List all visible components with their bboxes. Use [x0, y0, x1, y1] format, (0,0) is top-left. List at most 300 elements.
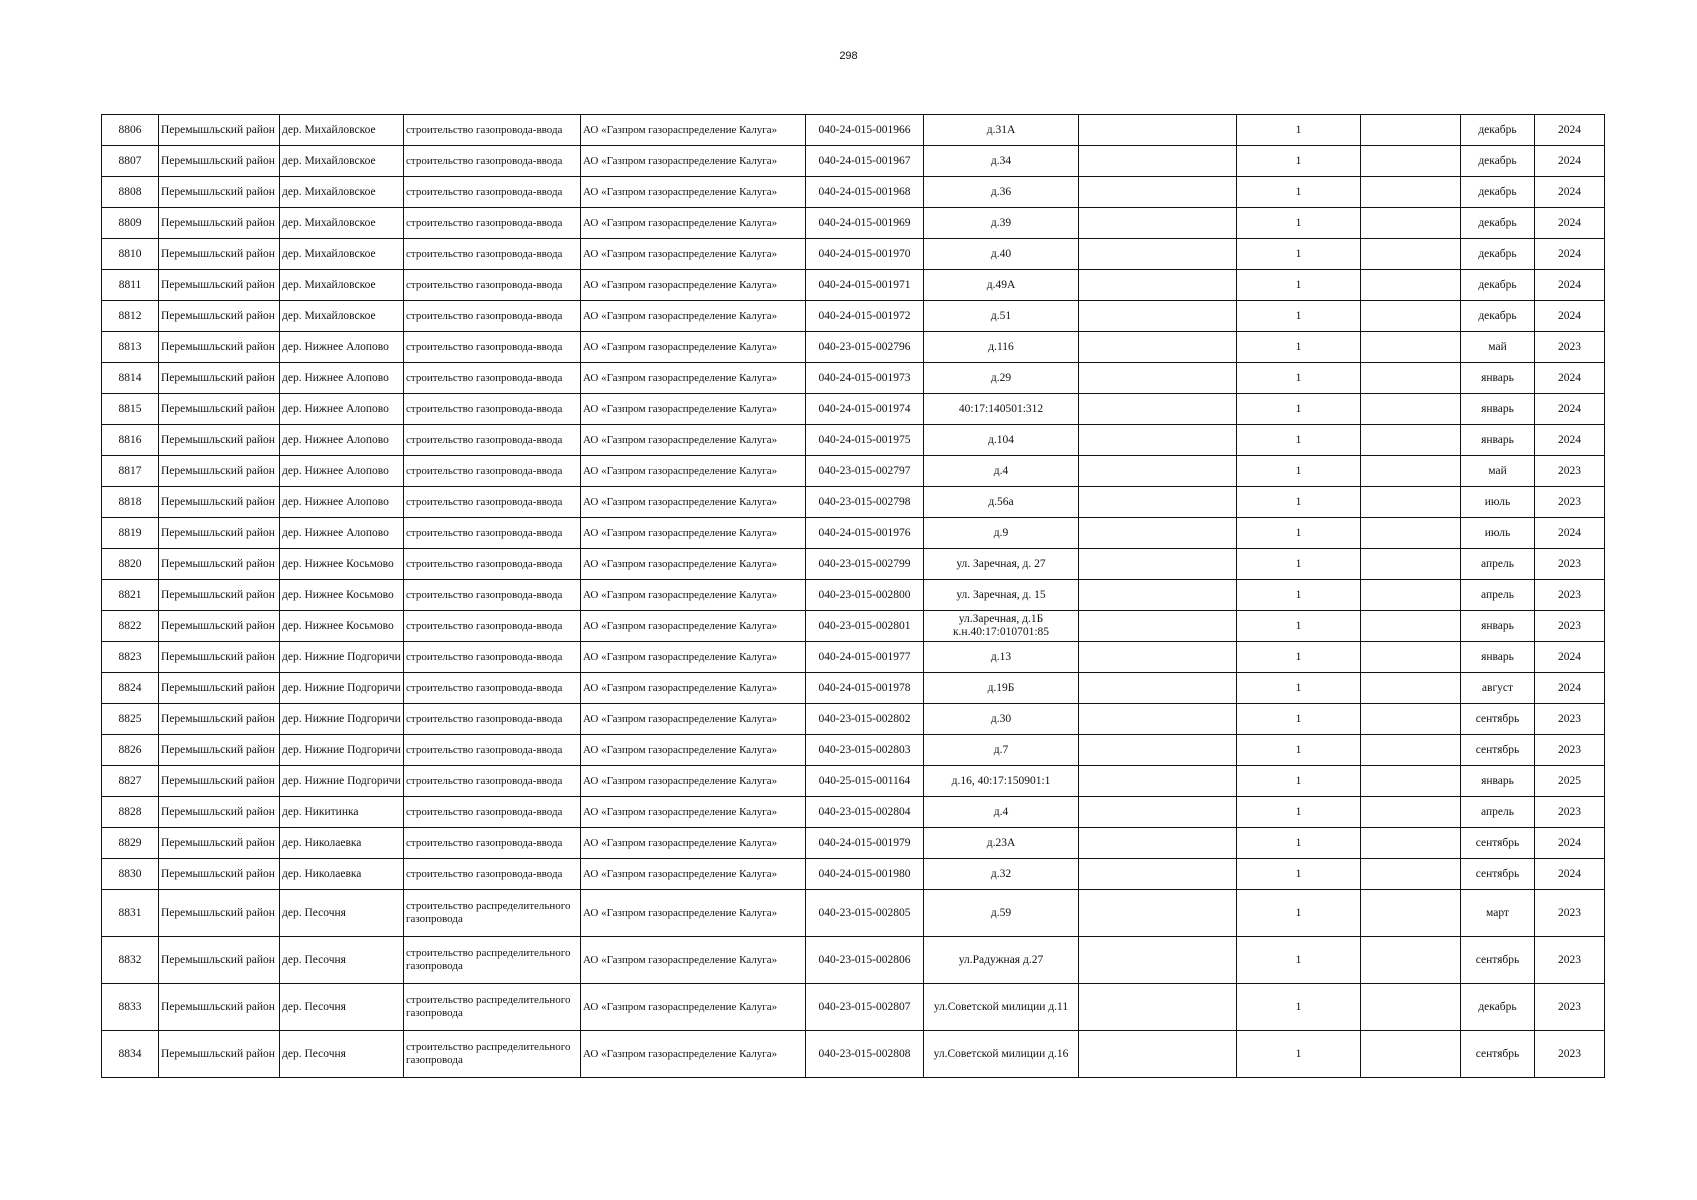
address-cell: д.23А: [924, 828, 1079, 859]
empty-cell: [1361, 146, 1461, 177]
row-number: 8816: [102, 425, 159, 456]
month-cell: сентябрь: [1461, 937, 1535, 984]
empty-cell: [1079, 580, 1237, 611]
address-cell: д.49А: [924, 270, 1079, 301]
village-cell: дер. Песочня: [280, 984, 404, 1031]
organization-cell: АО «Газпром газораспределение Калуга»: [581, 673, 806, 704]
district-cell: Перемышльский район: [159, 704, 280, 735]
work-type-cell: строительство газопровода-ввода: [404, 425, 581, 456]
month-cell: май: [1461, 456, 1535, 487]
organization-cell: АО «Газпром газораспределение Калуга»: [581, 580, 806, 611]
village-cell: дер. Нижние Подгоричи: [280, 642, 404, 673]
village-cell: дер. Нижнее Алопово: [280, 487, 404, 518]
month-cell: сентябрь: [1461, 735, 1535, 766]
table-row: [102, 549, 1605, 580]
month-cell: апрель: [1461, 797, 1535, 828]
quantity-cell: 1: [1237, 394, 1361, 425]
address-cell: д.116: [924, 332, 1079, 363]
table-row: [102, 146, 1605, 177]
registry-code-cell: 040-23-015-002801: [806, 611, 924, 642]
row-number: 8821: [102, 580, 159, 611]
work-type-cell: строительство газопровода-ввода: [404, 704, 581, 735]
work-type-cell: строительство газопровода-ввода: [404, 611, 581, 642]
table-row: [102, 673, 1605, 704]
registry-code-cell: 040-23-015-002798: [806, 487, 924, 518]
district-cell: Перемышльский район: [159, 984, 280, 1031]
work-type-cell: строительство распределительного газопровода: [404, 937, 581, 984]
address-cell: д.51: [924, 301, 1079, 332]
table-body: [102, 115, 1605, 1078]
year-cell: 2023: [1535, 937, 1605, 984]
row-number: 8822: [102, 611, 159, 642]
work-type-cell: строительство газопровода-ввода: [404, 642, 581, 673]
empty-cell: [1079, 890, 1237, 937]
quantity-cell: 1: [1237, 425, 1361, 456]
table-row: [102, 1031, 1605, 1078]
table-row: [102, 704, 1605, 735]
empty-cell: [1361, 332, 1461, 363]
quantity-cell: 1: [1237, 487, 1361, 518]
district-cell: Перемышльский район: [159, 1031, 280, 1078]
address-cell: ул.Заречная, д.1Б к.н.40:17:010701:85: [924, 611, 1079, 642]
district-cell: Перемышльский район: [159, 549, 280, 580]
empty-cell: [1361, 239, 1461, 270]
month-cell: январь: [1461, 611, 1535, 642]
empty-cell: [1079, 797, 1237, 828]
empty-cell: [1361, 425, 1461, 456]
address-cell: ул.Советской милиции д.11: [924, 984, 1079, 1031]
address-cell: д.31А: [924, 115, 1079, 146]
year-cell: 2024: [1535, 425, 1605, 456]
district-cell: Перемышльский район: [159, 363, 280, 394]
empty-cell: [1361, 797, 1461, 828]
work-type-cell: строительство распределительного газопровода: [404, 1031, 581, 1078]
empty-cell: [1079, 518, 1237, 549]
year-cell: 2023: [1535, 580, 1605, 611]
year-cell: 2023: [1535, 797, 1605, 828]
quantity-cell: 1: [1237, 301, 1361, 332]
address-cell: ул.Советской милиции д.16: [924, 1031, 1079, 1078]
address-cell: д.34: [924, 146, 1079, 177]
quantity-cell: 1: [1237, 828, 1361, 859]
district-cell: Перемышльский район: [159, 177, 280, 208]
month-cell: июль: [1461, 518, 1535, 549]
registry-code-cell: 040-24-015-001969: [806, 208, 924, 239]
village-cell: дер. Нижнее Косьмово: [280, 611, 404, 642]
quantity-cell: 1: [1237, 549, 1361, 580]
organization-cell: АО «Газпром газораспределение Калуга»: [581, 146, 806, 177]
organization-cell: АО «Газпром газораспределение Калуга»: [581, 611, 806, 642]
village-cell: дер. Михайловское: [280, 239, 404, 270]
village-cell: дер. Нижние Подгоричи: [280, 735, 404, 766]
organization-cell: АО «Газпром газораспределение Калуга»: [581, 239, 806, 270]
table-row: [102, 115, 1605, 146]
year-cell: 2024: [1535, 115, 1605, 146]
village-cell: дер. Нижние Подгоричи: [280, 673, 404, 704]
year-cell: 2023: [1535, 487, 1605, 518]
work-type-cell: строительство газопровода-ввода: [404, 115, 581, 146]
empty-cell: [1079, 828, 1237, 859]
organization-cell: АО «Газпром газораспределение Калуга»: [581, 394, 806, 425]
empty-cell: [1079, 984, 1237, 1031]
empty-cell: [1079, 642, 1237, 673]
district-cell: Перемышльский район: [159, 239, 280, 270]
address-cell: д.16, 40:17:150901:1: [924, 766, 1079, 797]
year-cell: 2023: [1535, 549, 1605, 580]
month-cell: май: [1461, 332, 1535, 363]
village-cell: дер. Нижнее Алопово: [280, 394, 404, 425]
empty-cell: [1361, 518, 1461, 549]
empty-cell: [1361, 115, 1461, 146]
row-number: 8818: [102, 487, 159, 518]
row-number: 8807: [102, 146, 159, 177]
district-cell: Перемышльский район: [159, 580, 280, 611]
village-cell: дер. Михайловское: [280, 270, 404, 301]
organization-cell: АО «Газпром газораспределение Калуга»: [581, 363, 806, 394]
quantity-cell: 1: [1237, 704, 1361, 735]
empty-cell: [1079, 766, 1237, 797]
quantity-cell: 1: [1237, 270, 1361, 301]
empty-cell: [1079, 146, 1237, 177]
registry-code-cell: 040-25-015-001164: [806, 766, 924, 797]
empty-cell: [1079, 673, 1237, 704]
district-cell: Перемышльский район: [159, 735, 280, 766]
empty-cell: [1361, 735, 1461, 766]
registry-code-cell: 040-24-015-001979: [806, 828, 924, 859]
address-cell: д.29: [924, 363, 1079, 394]
work-type-cell: строительство газопровода-ввода: [404, 208, 581, 239]
registry-code-cell: 040-24-015-001977: [806, 642, 924, 673]
row-number: 8817: [102, 456, 159, 487]
table-row: [102, 890, 1605, 937]
empty-cell: [1361, 456, 1461, 487]
village-cell: дер. Михайловское: [280, 146, 404, 177]
district-cell: Перемышльский район: [159, 642, 280, 673]
registry-code-cell: 040-23-015-002807: [806, 984, 924, 1031]
month-cell: август: [1461, 673, 1535, 704]
table-row: [102, 518, 1605, 549]
district-cell: Перемышльский район: [159, 518, 280, 549]
month-cell: декабрь: [1461, 146, 1535, 177]
empty-cell: [1361, 487, 1461, 518]
empty-cell: [1079, 425, 1237, 456]
row-number: 8829: [102, 828, 159, 859]
table-row: [102, 611, 1605, 642]
row-number: 8806: [102, 115, 159, 146]
year-cell: 2023: [1535, 704, 1605, 735]
organization-cell: АО «Газпром газораспределение Калуга»: [581, 332, 806, 363]
empty-cell: [1079, 177, 1237, 208]
work-type-cell: строительство газопровода-ввода: [404, 673, 581, 704]
village-cell: дер. Нижнее Алопово: [280, 332, 404, 363]
empty-cell: [1361, 766, 1461, 797]
district-cell: Перемышльский район: [159, 859, 280, 890]
empty-cell: [1079, 363, 1237, 394]
empty-cell: [1361, 580, 1461, 611]
registry-code-cell: 040-23-015-002804: [806, 797, 924, 828]
organization-cell: АО «Газпром газораспределение Калуга»: [581, 425, 806, 456]
village-cell: дер. Нижние Подгоричи: [280, 704, 404, 735]
row-number: 8831: [102, 890, 159, 937]
row-number: 8833: [102, 984, 159, 1031]
empty-cell: [1079, 1031, 1237, 1078]
quantity-cell: 1: [1237, 456, 1361, 487]
registry-code-cell: 040-23-015-002802: [806, 704, 924, 735]
empty-cell: [1361, 1031, 1461, 1078]
empty-cell: [1079, 704, 1237, 735]
table-row: [102, 301, 1605, 332]
empty-cell: [1361, 208, 1461, 239]
empty-cell: [1361, 270, 1461, 301]
table-row: [102, 642, 1605, 673]
organization-cell: АО «Газпром газораспределение Калуга»: [581, 1031, 806, 1078]
table-row: [102, 332, 1605, 363]
empty-cell: [1079, 549, 1237, 580]
row-number: 8828: [102, 797, 159, 828]
year-cell: 2025: [1535, 766, 1605, 797]
quantity-cell: 1: [1237, 115, 1361, 146]
row-number: 8827: [102, 766, 159, 797]
address-cell: д.13: [924, 642, 1079, 673]
work-type-cell: строительство распределительного газопровода: [404, 984, 581, 1031]
empty-cell: [1361, 611, 1461, 642]
table-row: [102, 937, 1605, 984]
work-type-cell: строительство распределительного газопровода: [404, 890, 581, 937]
row-number: 8820: [102, 549, 159, 580]
page-number: 298: [839, 50, 858, 62]
quantity-cell: 1: [1237, 735, 1361, 766]
organization-cell: АО «Газпром газораспределение Калуга»: [581, 549, 806, 580]
organization-cell: АО «Газпром газораспределение Калуга»: [581, 208, 806, 239]
quantity-cell: 1: [1237, 890, 1361, 937]
month-cell: сентябрь: [1461, 859, 1535, 890]
work-type-cell: строительство газопровода-ввода: [404, 828, 581, 859]
year-cell: 2024: [1535, 301, 1605, 332]
table-row: [102, 580, 1605, 611]
district-cell: Перемышльский район: [159, 301, 280, 332]
organization-cell: АО «Газпром газораспределение Калуга»: [581, 766, 806, 797]
table-row: [102, 208, 1605, 239]
district-cell: Перемышльский район: [159, 115, 280, 146]
month-cell: сентябрь: [1461, 828, 1535, 859]
empty-cell: [1079, 208, 1237, 239]
table-row: [102, 487, 1605, 518]
year-cell: 2024: [1535, 828, 1605, 859]
table-row: [102, 425, 1605, 456]
table-row: [102, 456, 1605, 487]
organization-cell: АО «Газпром газораспределение Калуга»: [581, 456, 806, 487]
year-cell: 2024: [1535, 673, 1605, 704]
empty-cell: [1079, 487, 1237, 518]
organization-cell: АО «Газпром газораспределение Калуга»: [581, 487, 806, 518]
empty-cell: [1361, 642, 1461, 673]
address-cell: д.4: [924, 456, 1079, 487]
year-cell: 2023: [1535, 456, 1605, 487]
address-cell: д.9: [924, 518, 1079, 549]
village-cell: дер. Нижнее Алопово: [280, 456, 404, 487]
empty-cell: [1361, 704, 1461, 735]
village-cell: дер. Песочня: [280, 1031, 404, 1078]
village-cell: дер. Никитинка: [280, 797, 404, 828]
district-cell: Перемышльский район: [159, 425, 280, 456]
month-cell: декабрь: [1461, 239, 1535, 270]
district-cell: Перемышльский район: [159, 146, 280, 177]
work-type-cell: строительство газопровода-ввода: [404, 332, 581, 363]
quantity-cell: 1: [1237, 146, 1361, 177]
village-cell: дер. Николаевка: [280, 828, 404, 859]
empty-cell: [1079, 937, 1237, 984]
table-row: [102, 859, 1605, 890]
registry-code-cell: 040-23-015-002805: [806, 890, 924, 937]
year-cell: 2023: [1535, 611, 1605, 642]
village-cell: дер. Михайловское: [280, 177, 404, 208]
registry-code-cell: 040-24-015-001973: [806, 363, 924, 394]
village-cell: дер. Нижние Подгоричи: [280, 766, 404, 797]
work-type-cell: строительство газопровода-ввода: [404, 766, 581, 797]
empty-cell: [1079, 859, 1237, 890]
year-cell: 2023: [1535, 984, 1605, 1031]
row-number: 8810: [102, 239, 159, 270]
district-cell: Перемышльский район: [159, 208, 280, 239]
address-cell: д.56а: [924, 487, 1079, 518]
address-cell: д.39: [924, 208, 1079, 239]
work-type-cell: строительство газопровода-ввода: [404, 456, 581, 487]
village-cell: дер. Песочня: [280, 937, 404, 984]
address-cell: д.36: [924, 177, 1079, 208]
district-cell: Перемышльский район: [159, 611, 280, 642]
village-cell: дер. Михайловское: [280, 115, 404, 146]
organization-cell: АО «Газпром газораспределение Калуга»: [581, 270, 806, 301]
work-type-cell: строительство газопровода-ввода: [404, 580, 581, 611]
registry-code-cell: 040-23-015-002800: [806, 580, 924, 611]
district-cell: Перемышльский район: [159, 394, 280, 425]
work-type-cell: строительство газопровода-ввода: [404, 487, 581, 518]
district-cell: Перемышльский район: [159, 766, 280, 797]
district-cell: Перемышльский район: [159, 828, 280, 859]
year-cell: 2023: [1535, 1031, 1605, 1078]
year-cell: 2023: [1535, 332, 1605, 363]
month-cell: январь: [1461, 363, 1535, 394]
quantity-cell: 1: [1237, 1031, 1361, 1078]
quantity-cell: 1: [1237, 518, 1361, 549]
village-cell: дер. Михайловское: [280, 301, 404, 332]
district-cell: Перемышльский район: [159, 937, 280, 984]
address-cell: ул. Заречная, д. 27: [924, 549, 1079, 580]
work-type-cell: строительство газопровода-ввода: [404, 394, 581, 425]
village-cell: дер. Нижнее Алопово: [280, 425, 404, 456]
registry-code-cell: 040-24-015-001966: [806, 115, 924, 146]
organization-cell: АО «Газпром газораспределение Калуга»: [581, 301, 806, 332]
address-cell: д.4: [924, 797, 1079, 828]
quantity-cell: 1: [1237, 239, 1361, 270]
organization-cell: АО «Газпром газораспределение Калуга»: [581, 642, 806, 673]
organization-cell: АО «Газпром газораспределение Калуга»: [581, 984, 806, 1031]
village-cell: дер. Песочня: [280, 890, 404, 937]
year-cell: 2024: [1535, 642, 1605, 673]
address-cell: д.30: [924, 704, 1079, 735]
table-row: [102, 735, 1605, 766]
address-cell: 40:17:140501:312: [924, 394, 1079, 425]
quantity-cell: 1: [1237, 332, 1361, 363]
organization-cell: АО «Газпром газораспределение Калуга»: [581, 859, 806, 890]
year-cell: 2024: [1535, 177, 1605, 208]
registry-code-cell: 040-24-015-001967: [806, 146, 924, 177]
empty-cell: [1079, 735, 1237, 766]
empty-cell: [1361, 673, 1461, 704]
year-cell: 2024: [1535, 146, 1605, 177]
empty-cell: [1361, 177, 1461, 208]
district-cell: Перемышльский район: [159, 456, 280, 487]
month-cell: январь: [1461, 766, 1535, 797]
village-cell: дер. Нижнее Алопово: [280, 363, 404, 394]
registry-code-cell: 040-24-015-001975: [806, 425, 924, 456]
work-type-cell: строительство газопровода-ввода: [404, 177, 581, 208]
organization-cell: АО «Газпром газораспределение Калуга»: [581, 177, 806, 208]
quantity-cell: 1: [1237, 797, 1361, 828]
quantity-cell: 1: [1237, 580, 1361, 611]
month-cell: декабрь: [1461, 208, 1535, 239]
organization-cell: АО «Газпром газораспределение Калуга»: [581, 735, 806, 766]
month-cell: сентябрь: [1461, 1031, 1535, 1078]
work-type-cell: строительство газопровода-ввода: [404, 270, 581, 301]
empty-cell: [1361, 984, 1461, 1031]
organization-cell: АО «Газпром газораспределение Калуга»: [581, 797, 806, 828]
work-type-cell: строительство газопровода-ввода: [404, 735, 581, 766]
organization-cell: АО «Газпром газораспределение Калуга»: [581, 937, 806, 984]
empty-cell: [1361, 363, 1461, 394]
quantity-cell: 1: [1237, 611, 1361, 642]
registry-code-cell: 040-24-015-001968: [806, 177, 924, 208]
empty-cell: [1079, 115, 1237, 146]
empty-cell: [1361, 890, 1461, 937]
row-number: 8834: [102, 1031, 159, 1078]
empty-cell: [1361, 301, 1461, 332]
village-cell: дер. Нижнее Косьмово: [280, 549, 404, 580]
year-cell: 2024: [1535, 239, 1605, 270]
year-cell: 2024: [1535, 363, 1605, 394]
table-row: [102, 394, 1605, 425]
address-cell: ул. Заречная, д. 15: [924, 580, 1079, 611]
address-cell: д.104: [924, 425, 1079, 456]
empty-cell: [1079, 611, 1237, 642]
empty-cell: [1361, 549, 1461, 580]
work-type-cell: строительство газопровода-ввода: [404, 239, 581, 270]
row-number: 8811: [102, 270, 159, 301]
row-number: 8832: [102, 937, 159, 984]
empty-cell: [1361, 937, 1461, 984]
registry-code-cell: 040-24-015-001972: [806, 301, 924, 332]
village-cell: дер. Николаевка: [280, 859, 404, 890]
row-number: 8809: [102, 208, 159, 239]
registry-code-cell: 040-24-015-001976: [806, 518, 924, 549]
address-cell: ул.Радужная д.27: [924, 937, 1079, 984]
row-number: 8819: [102, 518, 159, 549]
registry-table: [101, 114, 1605, 1078]
registry-code-cell: 040-23-015-002797: [806, 456, 924, 487]
row-number: 8808: [102, 177, 159, 208]
empty-cell: [1079, 394, 1237, 425]
work-type-cell: строительство газопровода-ввода: [404, 146, 581, 177]
organization-cell: АО «Газпром газораспределение Калуга»: [581, 890, 806, 937]
organization-cell: АО «Газпром газораспределение Калуга»: [581, 518, 806, 549]
empty-cell: [1079, 270, 1237, 301]
row-number: 8814: [102, 363, 159, 394]
empty-cell: [1361, 859, 1461, 890]
row-number: 8815: [102, 394, 159, 425]
empty-cell: [1079, 239, 1237, 270]
registry-code-cell: 040-23-015-002808: [806, 1031, 924, 1078]
address-cell: д.7: [924, 735, 1079, 766]
